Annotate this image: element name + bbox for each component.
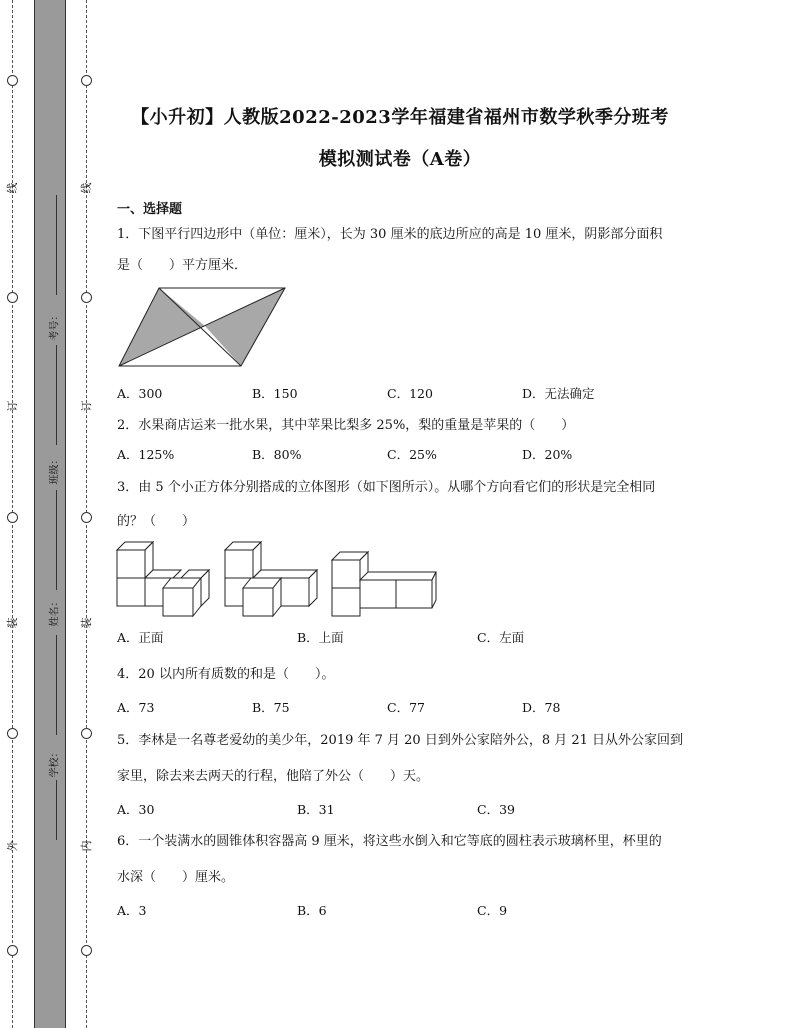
binding-hole [81,75,92,86]
question-4-option[interactable]: A．73 [117,700,155,715]
question-2-option[interactable]: A．125% [117,447,175,462]
question-1-option[interactable]: C．120 [387,386,433,401]
question-3-text: 的？（ ） [117,514,196,529]
field-label-exam-number: 考号： [49,310,61,341]
question-5-option[interactable]: A．30 [117,802,155,817]
binding-hole [7,728,18,739]
field-underline [56,780,57,840]
page-subtitle: 模拟测试卷（A卷） [318,149,482,170]
field-label-class: 班级： [49,454,61,485]
question-1-option[interactable]: D．无法确定 [522,386,595,401]
question-2-text: 2．水果商店运来一批水果，其中苹果比梨多 25%，梨的重量是苹果的（ ） [117,418,575,433]
binding-hole [81,512,92,523]
margin-char-nei: 内 [80,840,93,852]
question-3-text: 3．由 5 个小正方体分别搭成的立体图形（如下图所示）。从哪个方向看它们的形状是完全相同 [117,480,656,495]
binding-hole [81,945,92,956]
binding-hole [7,292,18,303]
question-3-option[interactable]: B．上面 [297,630,344,645]
parallelogram-figure [117,286,287,368]
question-5-option[interactable]: C．39 [477,802,515,817]
question-2-option[interactable]: B．80% [252,447,302,462]
margin-char-zhuang: 装 [80,617,93,629]
binding-hole [81,728,92,739]
binding-hole [7,945,18,956]
question-2-option[interactable]: C．25% [387,447,437,462]
binding-hole [7,512,18,523]
margin-char-wai: 外 [6,840,19,852]
question-5-option[interactable]: B．31 [297,802,335,817]
question-4-option[interactable]: D．78 [522,700,561,715]
margin-char-xian: 线 [6,182,19,194]
binding-hole [81,292,92,303]
field-label-name: 姓名： [49,596,61,627]
question-4-option[interactable]: C．77 [387,700,425,715]
question-5-text: 家里，除去来去两天的行程，他陪了外公（ ）天。 [117,769,430,784]
cube-figure-2 [225,542,325,618]
question-1-text: 1．下图平行四边形中（单位：厘米），长为 30 厘米的底边所应的高是 10 厘米，阴影部分面积 [117,227,663,242]
question-5-text: 5．李林是一名尊老爱幼的美少年，2019 年 7 月 20 日到外公家陪外公，8 月 21 日从外公家回到 [117,733,684,748]
question-3-option[interactable]: A．正面 [117,630,164,645]
question-2-option[interactable]: D．20% [522,447,573,462]
shaded-triangle-left [119,288,205,366]
cube-figure-1 [117,542,213,618]
margin-char-ding: 订 [80,400,93,412]
margin-char-xian: 线 [80,182,93,194]
field-underline [56,345,57,445]
question-6-text: 6．一个装满水的圆锥体积容器高 9 厘米，将这些水倒入和它等底的圆柱表示玻璃杯里，杯里的 [117,834,662,849]
margin-char-ding: 订 [6,400,19,412]
shaded-triangle-right [205,288,285,366]
question-1-option[interactable]: A．300 [117,386,163,401]
question-6-option[interactable]: A．3 [117,903,147,918]
section-title: 一、选择题 [117,202,183,217]
binding-hole [7,75,18,86]
cube-figure-3 [332,542,442,618]
question-3-option[interactable]: C．左面 [477,630,525,645]
question-4-text: 4．20 以内所有质数的和是（ ）。 [117,667,335,682]
question-1-text: 是（ ）平方厘米． [117,258,248,273]
page-title: 【小升初】人教版2022-2023学年福建省福州市数学秋季分班考 [131,107,669,128]
question-4-option[interactable]: B．75 [252,700,290,715]
question-6-option[interactable]: C．9 [477,903,508,918]
field-underline [56,490,57,590]
margin-char-zhuang: 装 [6,617,19,629]
question-6-text: 水深（ ）厘米。 [117,870,235,885]
field-label-school: 学校： [49,747,61,778]
question-6-option[interactable]: B．6 [297,903,327,918]
binding-band [34,0,66,1028]
field-underline [56,195,57,295]
field-underline [56,635,57,735]
question-1-option[interactable]: B．150 [252,386,298,401]
